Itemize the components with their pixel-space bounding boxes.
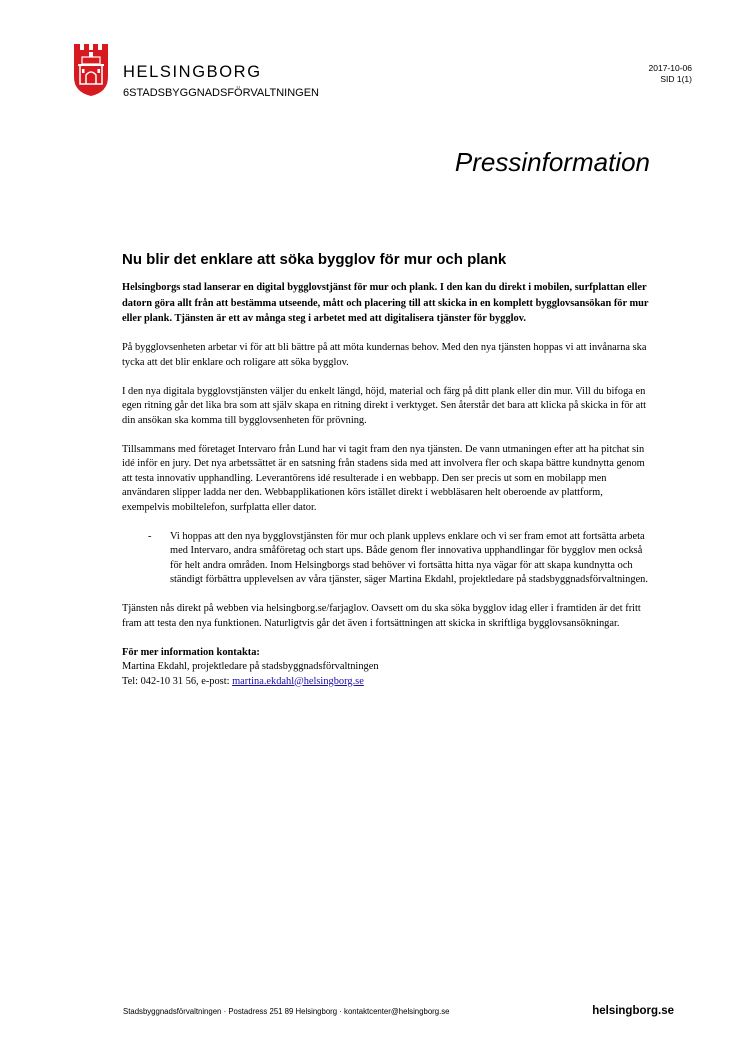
body-paragraph: Tillsammans med företaget Intervaro från Lund har vi tagit fram den nya tjänsten. De vann utmaningen efter att ha pitchat sin idé inför en jury. Det nya arbetssättet är en satsning från stadens sida med att involvera fler och skapa bättre kundnytta genom att testa innovativ upphandling. Leverantörens idé resulterade i en webbapp. Den ser precis ut som en mobilapp men användaren slipper ladda ner den. Webbapplikationen körs istället direkt i webbläsaren helt oberoende av plattform, exempelvis mobiltelefon, surfplatta eller dator. <box>122 443 645 513</box>
body-paragraph: På bygglovsenheten arbetar vi för att bli bättre på att möta kundernas behov. Med den nya tjänsten hoppas vi att invånarna ska tycka att det blir enklare och roligare att söka bygglov. <box>122 342 647 368</box>
contact-heading: För mer information kontakta: <box>122 646 260 658</box>
document-meta <box>649 63 692 85</box>
document-type-title: Pressinformation <box>454 147 650 177</box>
contact-tel: Tel: 042-10 31 56, e-post: <box>122 675 233 687</box>
department-name: 6STADSBYGGNADSFÖRVALTNINGEN <box>123 87 320 99</box>
article-body <box>122 280 652 689</box>
contact-person: Martina Ekdahl, projektledare på stadsbyggnadsförvaltningen <box>122 661 379 672</box>
org-name: HELSINGBORG <box>123 63 262 81</box>
quote-block <box>122 530 652 588</box>
page-number: SID 1(1) <box>660 74 692 84</box>
footer-website: helsingborg.se <box>592 1005 674 1017</box>
contact-block <box>122 646 652 690</box>
headline: Nu blir det enklare att söka bygglov för mur och plank <box>122 251 507 268</box>
document-date: 2017-10-06 <box>648 63 692 73</box>
footer-address: Stadsbyggnadsförvaltningen · Postadress 251 89 Helsingborg · kontaktcenter@helsingborg.se <box>123 1007 450 1016</box>
quote-text: Vi hoppas att den nya bygglovstjänsten för mur och plank upplevs enklare och vi ser fram emot att fortsätta arbeta med Intervaro, andra småföretag och start ups. Både genom fler innovativa upphandlingar för bygglov men också för helt andra områden. Inom Helsingborgs stad behöver vi fortsätta hitta nya vägar för att skapa kundnytta och ständigt förbättra upplevelsen av våra tjänster, säger Martina Ekdahl, projektledare på stadsbyggnadsförvaltningen. <box>170 530 648 585</box>
contact-email-link[interactable]: martina.ekdahl@helsingborg.se <box>232 675 364 687</box>
closing-paragraph: Tjänsten nås direkt på webben via helsingborg.se/farjaglov. Oavsett om du ska söka bygglov idag eller i framtiden är det fritt fram att testa den nya funktionen. Naturligtvis går det även i fortsättningen att skicka in skriftliga bygglovsansökningar. <box>122 603 641 629</box>
contact-line <box>122 675 652 690</box>
quote-dash: - <box>148 530 152 542</box>
helsingborg-coat-of-arms-logo <box>73 43 109 97</box>
lead-paragraph: Helsingborgs stad lanserar en digital bygglovstjänst för mur och plank. I den kan du direkt i mobilen, surfplattan eller datorn göra allt från att bestämma utseende, mått och placering till att skicka in en komplett bygglovsansökan för mur eller plank. Tjänsten är ett av många steg i arbetet med att digitalisera tjänster för bygglov. <box>122 282 649 324</box>
body-paragraph: I den nya digitala bygglovstjänsten väljer du enkelt längd, höjd, material och färg på ditt plank eller din mur. Vill du bifoga en egen ritning går det lika bra som att själv skapa en ritning direkt i verktyget. Sen återstår det bara att klicka på skicka in för att din ansökan ska komma till bygglovsenheten för prövning. <box>122 385 646 426</box>
